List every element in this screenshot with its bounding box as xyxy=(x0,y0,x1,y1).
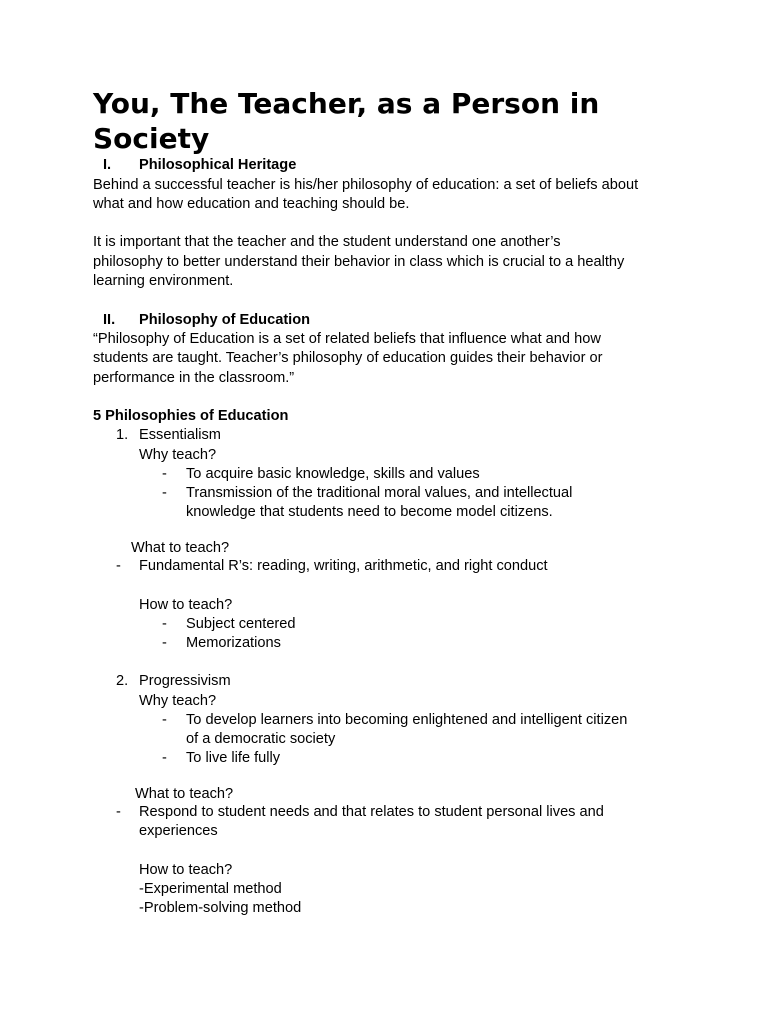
item-2-what-point-1-cont: experiences xyxy=(139,823,218,839)
item-1-how-point-2: Memorizations xyxy=(186,635,281,651)
item-1-how-bullet-2: - xyxy=(162,635,167,651)
item-1-why-bullet-1: - xyxy=(162,466,167,482)
item-2-how-point-1: -Experimental method xyxy=(139,881,282,897)
item-2-why-bullet-1: - xyxy=(162,712,167,728)
title-line-1: You, The Teacher, as a Person in xyxy=(93,87,600,120)
item-1-why-point-1: To acquire basic knowledge, skills and values xyxy=(186,466,480,482)
section-1-paragraph-2-line-3: learning environment. xyxy=(93,273,234,289)
section-2-heading: Philosophy of Education xyxy=(139,312,311,328)
item-2-name: Progressivism xyxy=(139,673,231,689)
item-2-why-point-2: To live life fully xyxy=(186,750,281,766)
section-2-quote-line-2: students are taught. Teacher’s philosophy of education guides their behavior or xyxy=(93,350,603,366)
item-1-why-point-2-cont: knowledge that students need to become model citizens. xyxy=(186,504,553,520)
section-1-paragraph-2-line-2: philosophy to better understand their behavior in class which is crucial to a healthy xyxy=(93,254,625,270)
item-2-what-bullet-1: - xyxy=(116,804,121,820)
item-1-why-point-2: Transmission of the traditional moral values, and intellectual xyxy=(186,485,573,501)
philosophies-heading: 5 Philosophies of Education xyxy=(93,408,289,424)
section-1-paragraph-1-line-2: what and how education and teaching should be. xyxy=(93,196,410,212)
section-1-paragraph-2-line-1: It is important that the teacher and the student understand one another’s xyxy=(93,234,561,250)
section-1-heading: Philosophical Heritage xyxy=(139,157,297,173)
item-1-why-bullet-2: - xyxy=(162,485,167,501)
item-2-why-bullet-2: - xyxy=(162,750,167,766)
section-2-quote-line-1: “Philosophy of Education is a set of related beliefs that influence what and how xyxy=(93,331,601,347)
item-1-what-point-1: Fundamental R’s: reading, writing, arithmetic, and right conduct xyxy=(139,558,548,574)
document-title xyxy=(93,86,693,156)
title-line-2: Society xyxy=(93,122,210,155)
item-1-number: 1. xyxy=(116,427,129,443)
item-1-why-label: Why teach? xyxy=(139,447,217,463)
item-1-what-label: What to teach? xyxy=(131,540,230,556)
item-1-how-bullet-1: - xyxy=(162,616,167,632)
item-2-how-point-2: -Problem-solving method xyxy=(139,900,302,916)
item-2-why-point-1-cont: of a democratic society xyxy=(186,731,336,747)
section-2-quote-line-3: performance in the classroom.” xyxy=(93,370,295,386)
item-2-how-label: How to teach? xyxy=(139,862,233,878)
item-2-why-point-1: To develop learners into becoming enlightened and intelligent citizen xyxy=(186,712,628,728)
section-2-numeral: II. xyxy=(103,312,116,328)
section-1-numeral: I. xyxy=(103,157,112,173)
item-1-how-point-1: Subject centered xyxy=(186,616,296,632)
item-2-what-point-1: Respond to student needs and that relates to student personal lives and xyxy=(139,804,604,820)
item-2-why-label: Why teach? xyxy=(139,693,217,709)
item-1-what-bullet-1: - xyxy=(116,558,121,574)
section-1-paragraph-1-line-1: Behind a successful teacher is his/her philosophy of education: a set of beliefs about xyxy=(93,177,639,193)
item-1-how-label: How to teach? xyxy=(139,597,233,613)
item-1-name: Essentialism xyxy=(139,427,221,443)
item-2-number: 2. xyxy=(116,673,129,689)
item-2-what-label: What to teach? xyxy=(135,786,234,802)
